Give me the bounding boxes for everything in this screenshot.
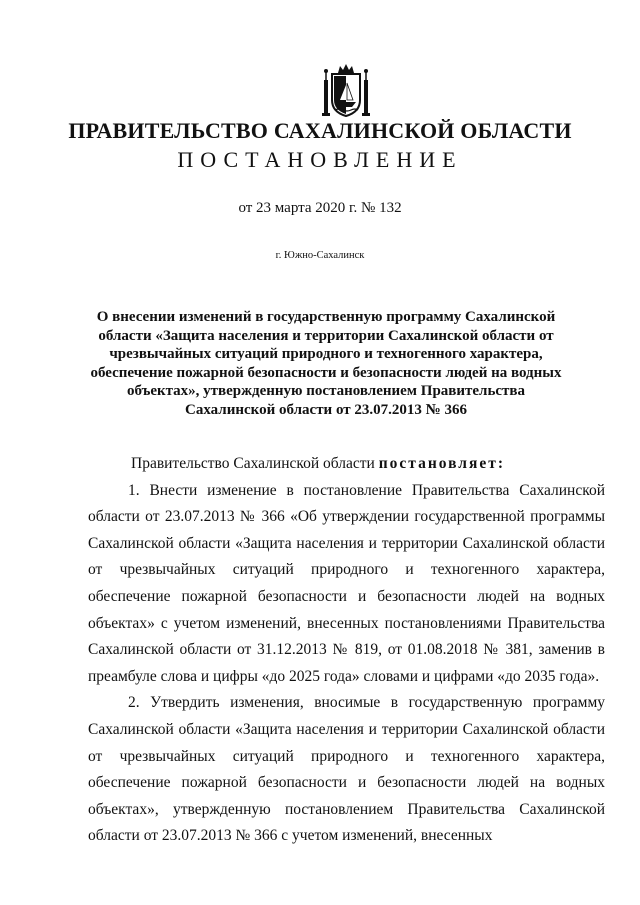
- document-type: ПОСТАНОВЛЕНИЕ: [177, 147, 463, 172]
- intro-verb: постановляет:: [378, 455, 506, 472]
- paragraph-1: 1. Внести изменение в постановление Правительства Сахалинской области от 23.07.2013 № 366 «Об утверждении государственной программы Сахалинской области «Защита населения и территории Сахалинской области от чрезвычайных ситуаций природного и техногенного характера, обеспечение пожарной безопасности и безопасности людей на водных объектах» с учетом изменений, внесенных постановлениями Правительства Сахалинской области от 31.12.2013 № 819, от 01.08.2018 № 381, заменив в преамбуле слова и цифры «до 2025 года» словами и цифрами «до 2035 года».: [88, 481, 605, 685]
- document-city: г. Южно-Сахалинск: [275, 250, 365, 261]
- coat-of-arms-icon: [322, 60, 370, 118]
- intro-line: [88, 451, 605, 478]
- intro-prefix: Правительство Сахалинской области: [131, 455, 375, 472]
- document-date-number: от 23 марта 2020 г. № 132: [238, 200, 402, 216]
- organization-title: ПРАВИТЕЛЬСТВО САХАЛИНСКОЙ ОБЛАСТИ: [68, 118, 572, 143]
- document-heading: О внесении изменений в государственную программу Сахалинской области «Защита населения и территории Сахалинской области от чрезвычайных ситуаций природного и техногенного характера, обеспечение пожарной безопасности и безопасности людей на водных объектах», утвержденную постановлением Правительства Сахалинской области от 23.07.2013 № 366: [90, 309, 562, 418]
- paragraph-2: 2. Утвердить изменения, вносимые в государственную программу Сахалинской области «Защита населения и территории Сахалинской области от чрезвычайных ситуаций природного и техногенного характера, обеспечение пожарной безопасности и безопасности людей на водных объектах», утвержденную постановлением Правительства Сахалинской области от 23.07.2013 № 366 с учетом изменений, внесенных: [88, 694, 605, 845]
- document-body: [88, 451, 605, 850]
